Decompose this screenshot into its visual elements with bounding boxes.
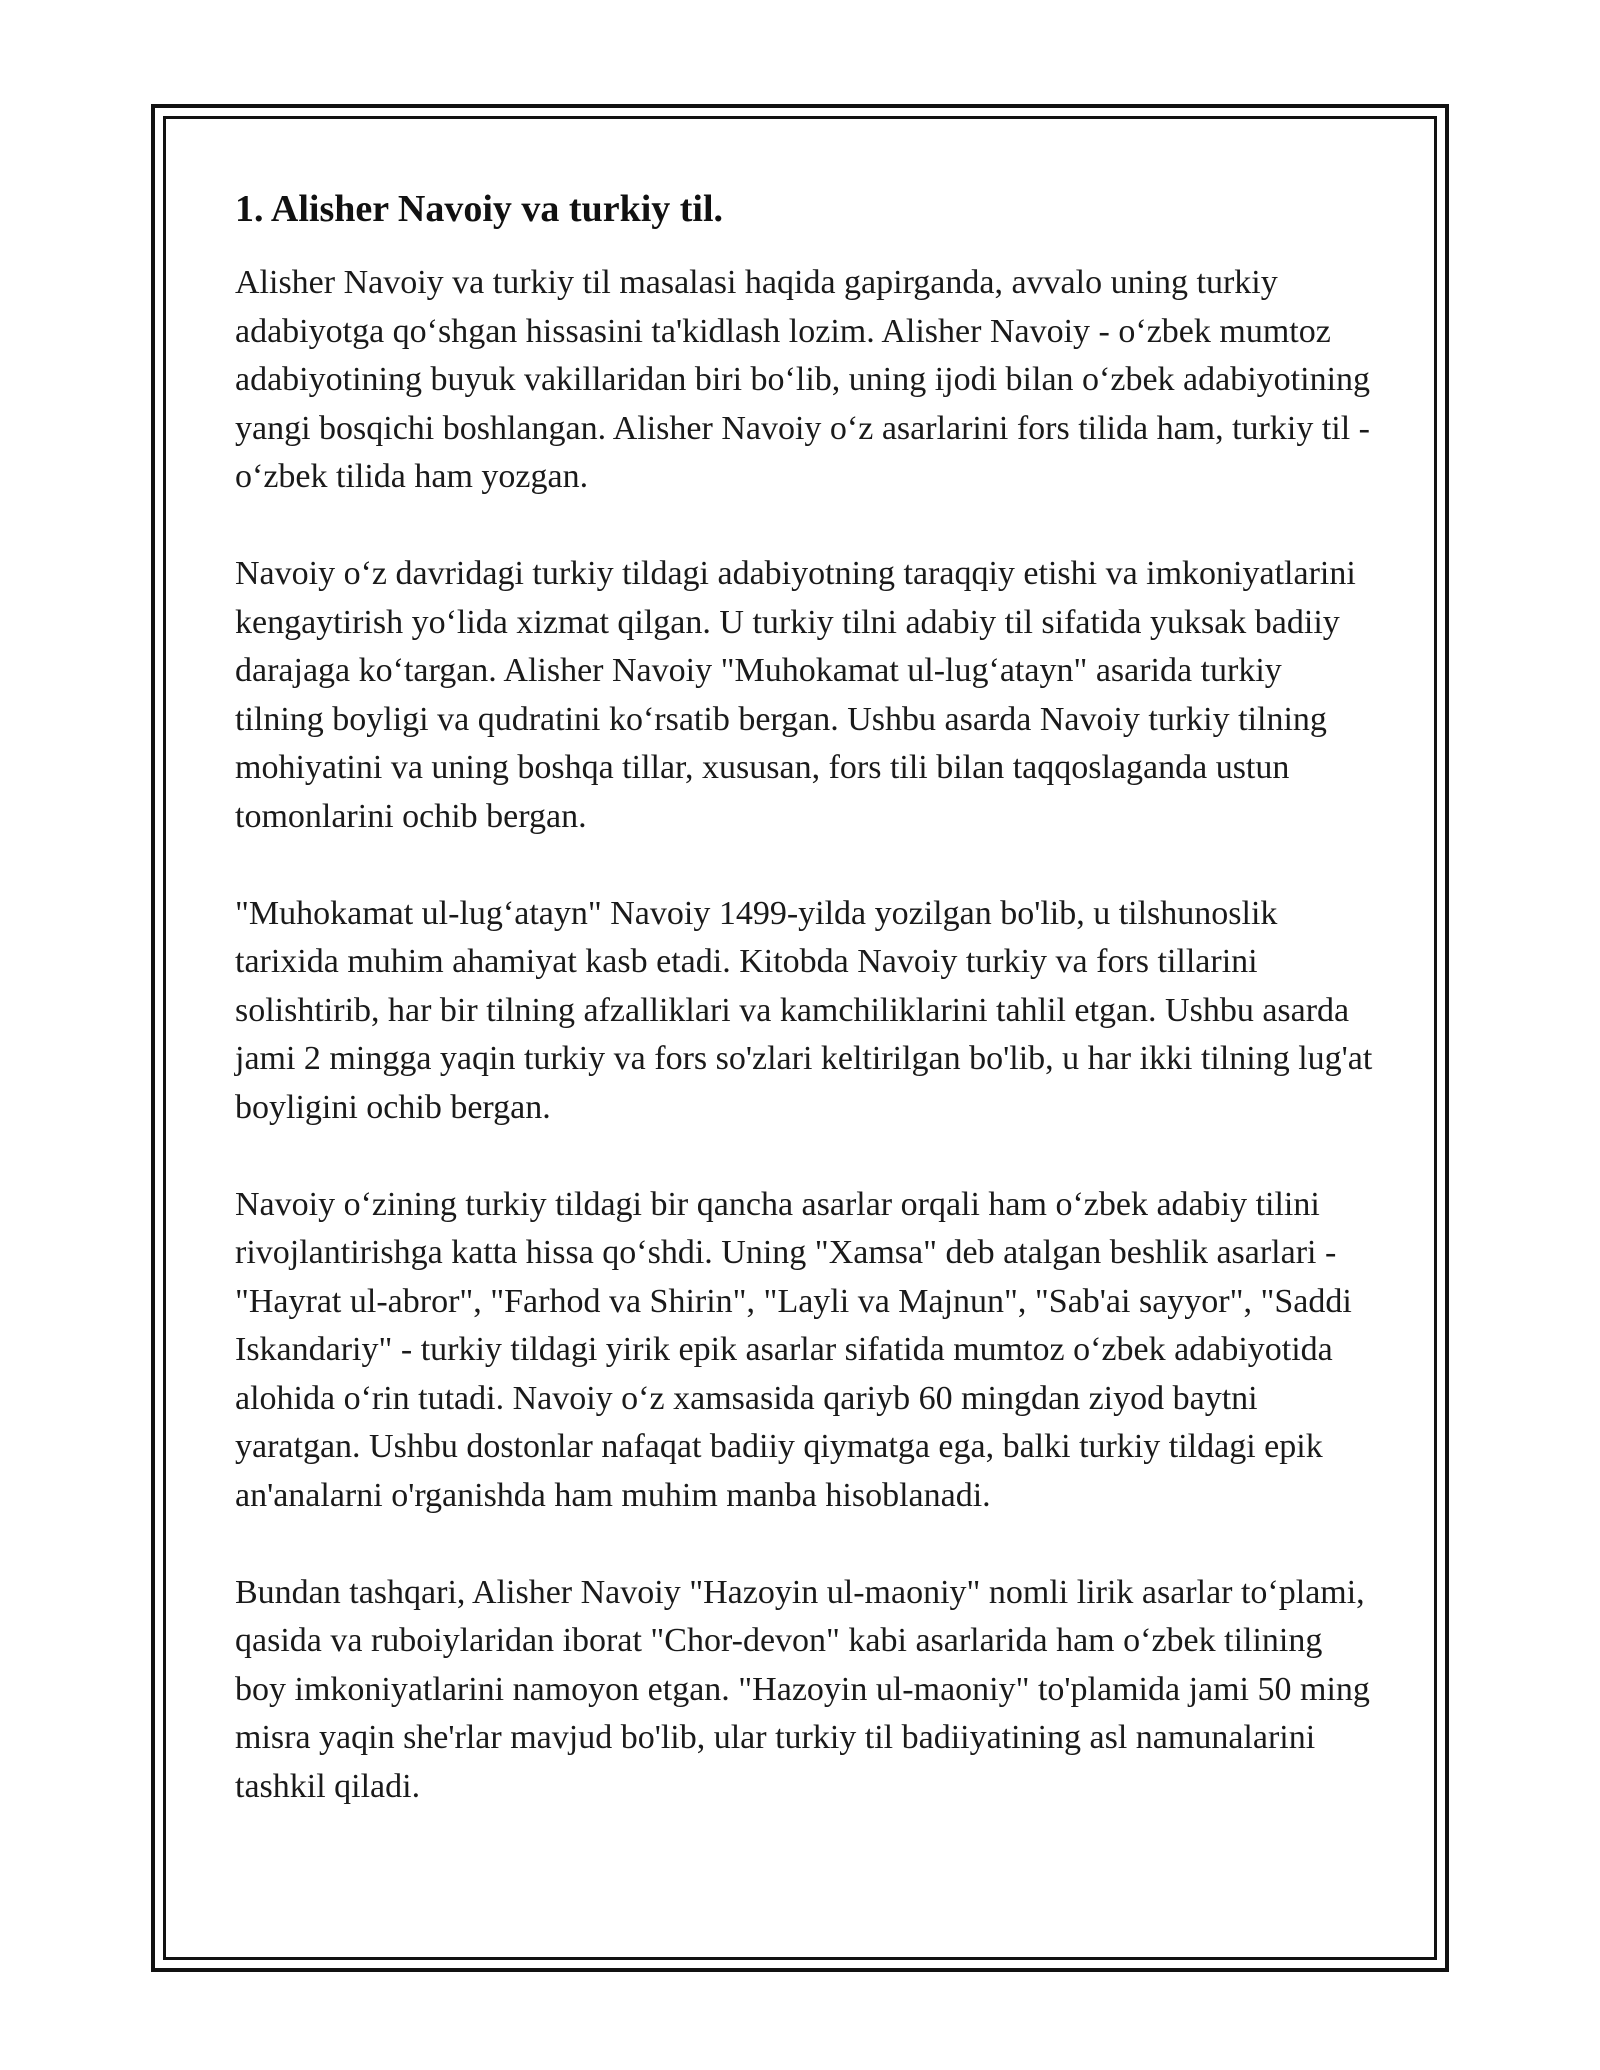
paragraph-3: "Muhokamat ul-lug‘atayn" Navoiy 1499-yilda yozilgan bo'lib, u tilshunoslik tarixida muhim ahamiyat kasb etadi. Kitobda Navoiy turkiy va fors tillarini solishtirib, har bir tilning afzalliklari va kamchiliklarini tahlil etgan. Ushbu asarda jami 2 mingga yaqin turkiy va fors so'zlari keltirilgan bo'lib, u har ikki tilning lug'at boyligini ochib bergan. xyxy=(235,894,1373,1126)
paragraph-4: Navoiy o‘zining turkiy tildagi bir qancha asarlar orqali ham o‘zbek adabiy tilini rivojlantirishga katta hissa qo‘shdi. Uning "Xamsa" deb atalgan beshlik asarlari - "Hayrat ul-abror", "Farhod va Shirin", "Layli va Majnun", "Sab'ai sayyor", "Saddi Iskandariy" - turkiy tildagi yirik epik asarlar sifatida mumtoz o‘zbek adabiyotida alohida o‘rin tutadi. Navoiy o‘z xamsasida qariyb 60 mingdan ziyod baytni yaratgan. Ushbu dostonlar nafaqat badiiy qiymatga ega, balki turkiy tildagi epik an'analarni o'rganishda ham muhim manba hisoblanadi. xyxy=(235,1185,1352,1514)
paragraph-5: Bundan tashqari, Alisher Navoiy "Hazoyin ul-maoniy" nomli lirik asarlar to‘plami, qasida va ruboiylaridan iborat "Chor-devon" kabi asarlarida ham o‘zbek tilining boy imkoniyatlarini namoyon etgan. "Hazoyin ul-maoniy" to'plamida jami 50 ming misra yaqin she'rlar mavjud bo'lib, ular turkiy til badiiyatining asl namunalarini tashkil qiladi. xyxy=(235,1573,1370,1805)
paragraph-2: Navoiy o‘z davridagi turkiy tildagi adabiyotning taraqqiy etishi va imkoniyatlarini kengaytirish yo‘lida xizmat qilgan. U turkiy tilni adabiy til sifatida yuksak badiiy darajaga ko‘targan. Alisher Navoiy "Muhokamat ul-lug‘atayn" asarida turkiy tilning boyligi va qudratini ko‘rsatib bergan. Ushbu asarda Navoiy turkiy tilning mohiyatini va uning boshqa tillar, xususan, fors tili bilan taqqoslaganda ustun tomonlarini ochib bergan. xyxy=(235,555,1356,835)
document-body xyxy=(235,184,1375,1811)
paragraph-1: Alisher Navoiy va turkiy til masalasi haqida gapirganda, avvalo uning turkiy adabiyotga qo‘shgan hissasini ta'kidlash lozim. Alisher Navoiy - o‘zbek mumtoz adabiyotining buyuk vakillaridan biri bo‘lib, uning ijodi bilan o‘zbek adabiyotining yangi bosqichi boshlangan. Alisher Navoiy o‘z asarlarini fors tilida ham, turkiy til - o‘zbek tilida ham yozgan. xyxy=(235,264,1371,495)
section-heading: 1. Alisher Navoiy va turkiy til. xyxy=(235,188,724,230)
